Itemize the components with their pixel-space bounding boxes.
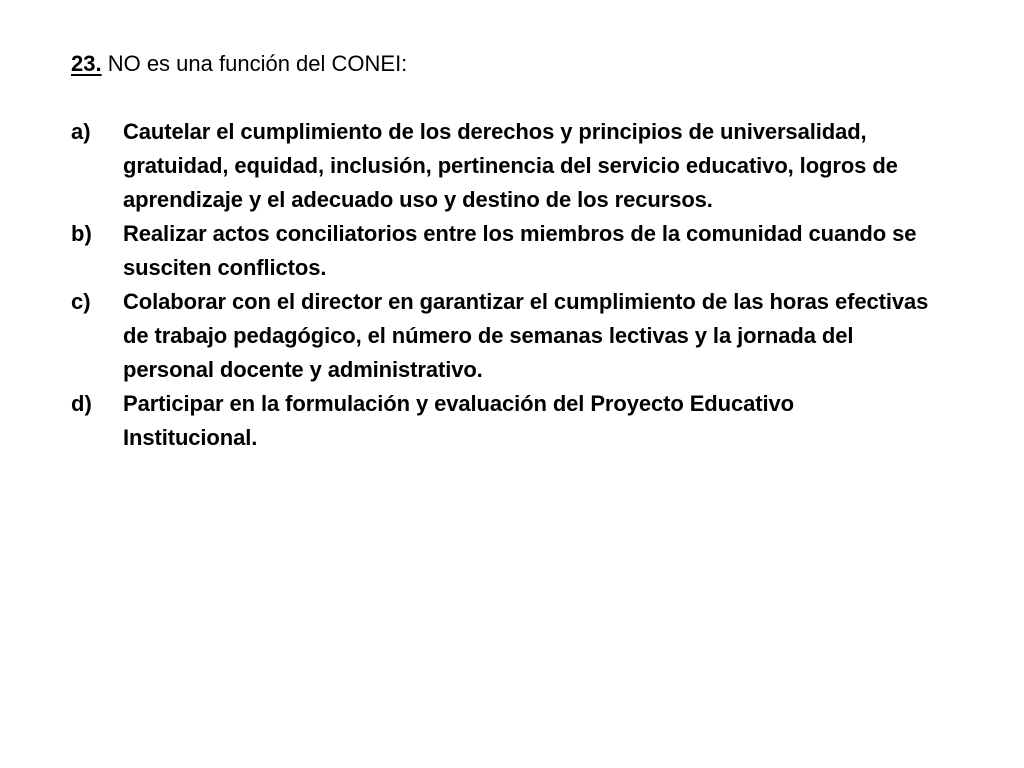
option-letter: a) <box>71 119 91 144</box>
question-title <box>71 47 971 80</box>
option-letter: c) <box>71 289 91 314</box>
option-letter: d) <box>71 391 92 416</box>
option-text: Participar en la formulación y evaluación del Proyecto Educativo Institucional. <box>123 391 794 450</box>
option-text: Cautelar el cumplimiento de los derechos y principios de universalidad, gratuidad, equidad, inclusión, pertinencia del servicio educativo, logros de aprendizaje y el adecuado uso y destino de los recursos. <box>123 119 898 212</box>
answer-options-list <box>71 115 971 455</box>
option-text: Realizar actos conciliatorios entre los miembros de la comunidad cuando se susciten conflictos. <box>123 221 917 280</box>
answer-option-a <box>71 115 971 217</box>
question-prompt: NO es una función del CONEI: <box>101 51 408 76</box>
option-letter: b) <box>71 221 92 246</box>
answer-option-b <box>71 217 971 285</box>
question-number: 23. <box>71 51 102 76</box>
option-text: Colaborar con el director en garantizar el cumplimiento de las horas efectivas de trabajo pedagógico, el número de semanas lectivas y la jornada del personal docente y administrativo. <box>123 289 929 382</box>
answer-option-d <box>71 387 971 455</box>
answer-option-c <box>71 285 971 387</box>
